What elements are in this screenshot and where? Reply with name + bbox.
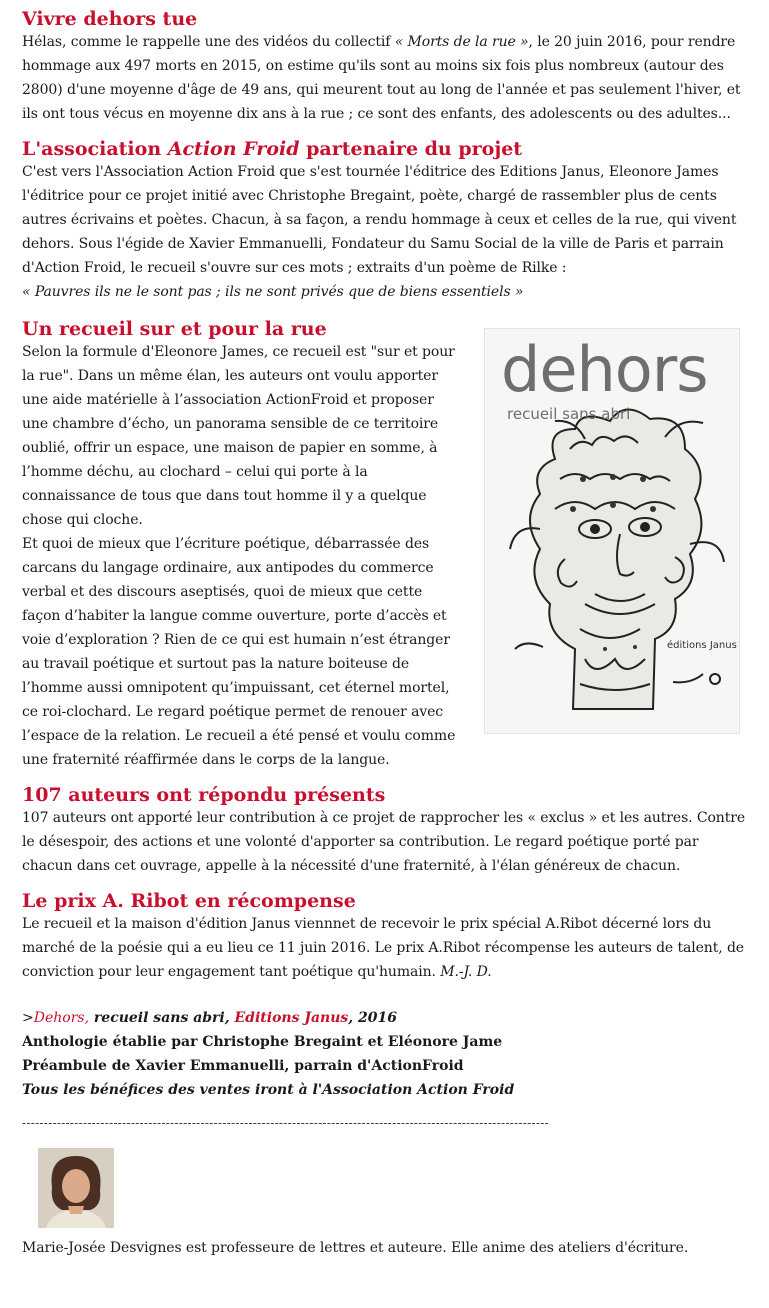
section-title-association [22,138,769,160]
title-part: L'association [22,138,168,160]
signature: M.-J. D. [440,964,492,980]
section-paragraph-association [22,160,752,304]
paragraph-text: Le recueil et la maison d'édition Janus viennnet de recevoir le prix spécial A.Ribot décerné lors du marché de la poésie qui a eu lieu ce 11 juin 2016. Le prix A.Ribot récompense les auteurs de talent, de conviction pour leur engagement tant poétique qu'humain. [22,916,744,980]
paragraph-text-2: Et quoi de mieux que l’écriture poétique, débarrassée des carcans du langage ordinaire, aux antipodes du commerce verbal et des discours aseptisés, quoi de mieux que cette façon d’habiter la langue comme ouverture, porte d’accès et voie d’exploration ? Rien de ce qui est humain n’est étranger au travail poétique et surtout pas la nature boiteuse de l’homme aussi omnipotent qu’impuissant, cet éternel mortel, ce roi-clochard. Le regard poétique permet de renouer avec l’espace de la relation. Le recueil a été pensé et voulu comme une fraternité réaffirmée dans le corps de la langue. [22,536,456,768]
title-part: partenaire du projet [299,138,523,160]
book-credits [22,1006,769,1102]
section-paragraph-vivre-dehors [22,30,752,126]
section-paragraph-prix [22,912,752,984]
credits-line-4-text: Tous les bénéfices des ventes iront à l'Association Action Froid [22,1082,515,1098]
section-recueil [22,318,769,772]
paragraph-part: Hélas, comme le rappelle une des vidéos du collectif [22,34,395,50]
paragraph-part: , le 20 juin 2016, pour rendre hommage aux 497 morts en 2015, on estime qu'ils sont au moins six fois plus nombreux (autour des 2800) d'une moyenne d'âge de 49 ans, qui meurent tout au long de l'année et pas seulement l'hiver, et ils ont tous vécus en moyenne dix ans à la rue ; ce sont des enfants, des adolescents ou des adultes... [22,34,741,122]
cover-publisher: éditions Janus [667,640,737,651]
book-cover-image [484,328,740,734]
cover-subtitle: recueil sans abri [507,405,631,423]
title-emphasis: Action Froid [167,138,300,160]
credits-line-1 [22,1006,769,1030]
collective-name: « Morts de la rue » [394,34,529,50]
section-title-auteurs: 107 auteurs ont répondu présents [22,784,386,806]
avatar-photo [38,1148,114,1228]
cover-title: dehors [501,333,708,406]
section-paragraph-recueil [22,340,462,772]
section-title-vivre-dehors: Vivre dehors tue [22,8,198,30]
credits-book-sub: recueil sans abri, [89,1010,235,1026]
author-bio: Marie-Josée Desvignes est professeure de lettres et auteure. Elle anime des ateliers d'écriture. [22,1240,689,1256]
credits-line-3: Préambule de Xavier Emmanuelli, parrain d'ActionFroid [22,1058,464,1074]
section-title-prix: Le prix A. Ribot en récompense [22,890,356,912]
section-paragraph-auteurs: 107 auteurs ont apporté leur contribution à ce projet de rapprocher les « exclus » et les autres. Contre le désespoir, des actions et une volonté d'apporter sa contribution. Le regard poétique porté par chacun dans cet ouvrage, appelle à la nécessité d'une fraternité, à l'élan généreux de chacun. [22,810,746,874]
credits-publisher-link[interactable]: Editions Janus [234,1010,349,1026]
credits-line-4 [22,1078,769,1102]
credits-arrow: > [22,1010,34,1026]
credits-year: , 2016 [348,1010,397,1026]
paragraph-text: C'est vers l'Association Action Froid que s'est tournée l'éditrice des Editions Janus, Eleonore James l'éditrice pour ce projet initié avec Christophe Bregaint, poète, chargé de rassembler plus de cents autres écrivains et poètes. Chacun, à sa façon, a rendu hommage à ceux et celles de la rue, qui vivent dehors. Sous l'égide de Xavier Emmanuelli, Fondateur du Samu Social de la ville de Paris et parrain d'Action Froid, le recueil s'ouvre sur ces mots ; extraits d'un poème de Rilke : [22,164,737,276]
section-title-recueil: Un recueil sur et pour la rue [22,318,327,340]
credits-line-2: Anthologie établie par Christophe Bregaint et Eléonore Jame [22,1034,503,1050]
divider: ------------------------------------------------------------------------------------------------------------------------- [22,1116,549,1130]
credits-book-title: Dehors, [33,1010,90,1026]
rilke-quote: « Pauvres ils ne le sont pas ; ils ne sont privés que de biens essentiels » [22,284,524,300]
paragraph-text-1: Selon la formule d'Eleonore James, ce recueil est "sur et pour la rue". Dans un même élan, les auteurs ont voulu apporter une aide matérielle à l’association ActionFroid et proposer une chambre d’écho, un panorama sensible de ce territoire oublié, offrir un espace, une maison de papier en somme, à l’homme déchu, au clochard – celui qui porte à la connaissance de tous que dans tout homme il y a quelque chose qui cloche. [22,344,455,528]
author-avatar [38,1148,114,1228]
